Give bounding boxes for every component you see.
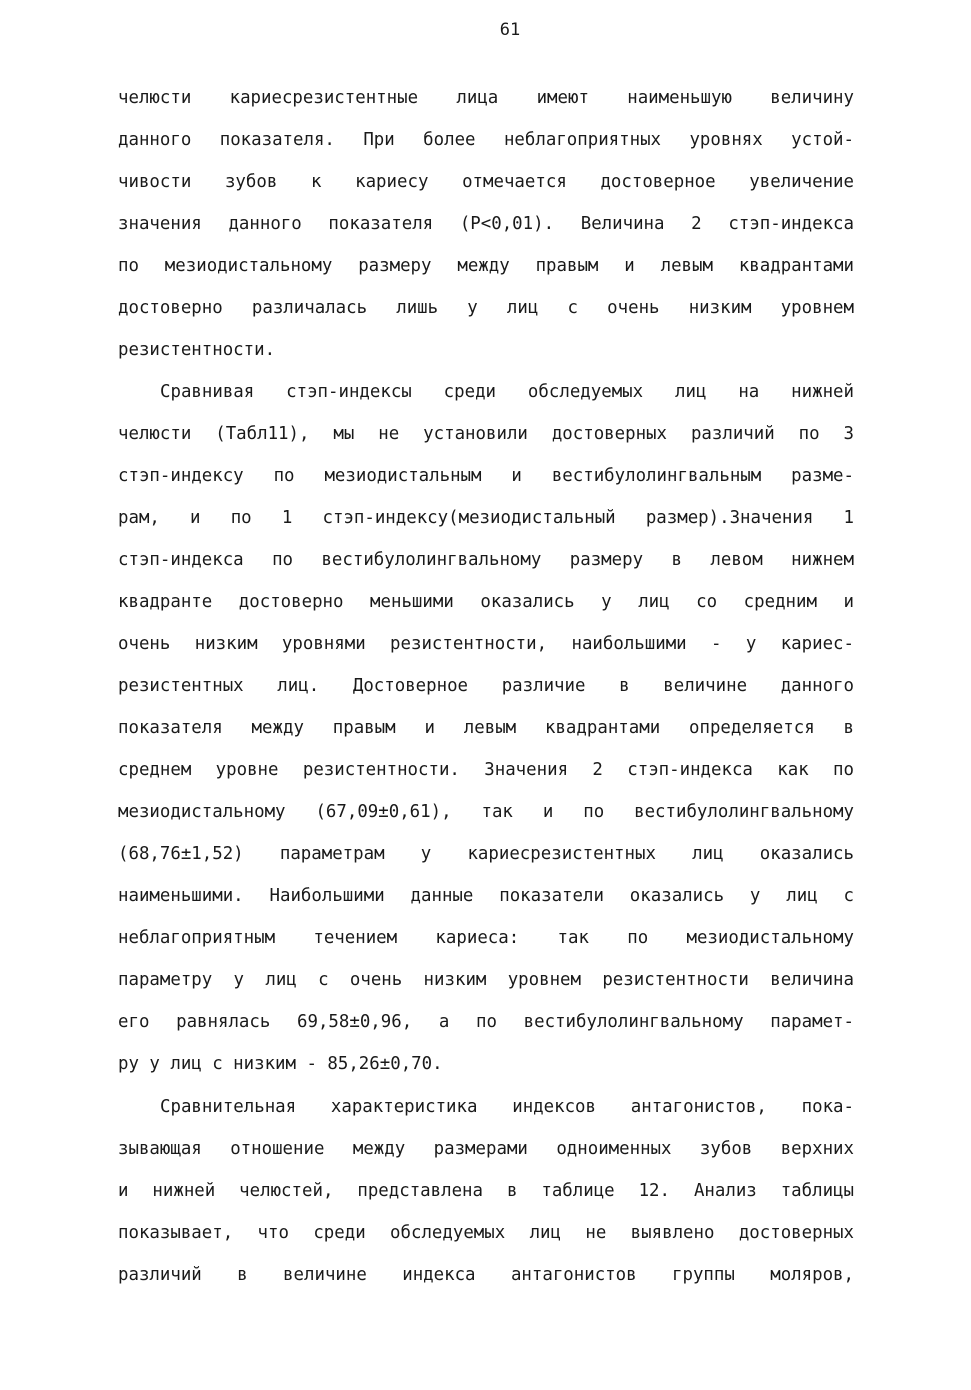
text-line: показывает, что среди обследуемых лиц не выявлено достоверных [118,1223,854,1243]
text-line: резистентности. [118,340,276,360]
text-line: стэп-индексу по мезиодистальным и вестибулолингвальным разме- [118,466,854,486]
text-line: показателя между правым и левым квадрантами определяется в [118,718,854,738]
text-line: ру у лиц с низким - 85,26±0,70. [118,1054,443,1074]
text-line: очень низким уровнями резистентности, наибольшими - у кариес- [118,634,854,654]
text-line: значения данного показателя (P<0,01). Величина 2 стэп-индекса [118,214,854,234]
text-line: среднем уровне резистентности. Значения 2 стэп-индекса как по [118,760,854,780]
text-line: чивости зубов к кариесу отмечается достоверное увеличение [118,172,854,192]
text-line: достоверно различалась лишь у лиц с очень низким уровнем [118,298,854,318]
text-line: челюсти (Табл11), мы не установили достоверных различий по 3 [118,424,854,444]
text-line: резистентных лиц. Достоверное различие в величине данного [118,676,854,696]
text-line: рам, и по 1 стэп-индексу(мезиодистальный размер).Значения 1 [118,508,854,528]
text-line: различий в величине индекса антагонистов группы моляров, [118,1265,854,1285]
text-line: по мезиодистальному размеру между правым и левым квадрантами [118,256,854,276]
text-line: (68,76±1,52) параметрам у кариесрезистентных лиц оказались [118,844,854,864]
text-line: зывающая отношение между размерами одноименных зубов верхних [118,1139,854,1159]
text-line: параметру у лиц с очень низким уровнем резистентности величина [118,970,854,990]
text-line: неблагоприятным течением кариеса: так по мезиодистальному [118,928,854,948]
text-line: Сравнивая стэп-индексы среди обследуемых лиц на нижней [160,382,854,402]
text-line: мезиодистальному (67,09±0,61), так и по вестибулолингвальному [118,802,854,822]
text-line: Сравнительная характеристика индексов антагонистов, пока- [160,1097,854,1117]
text-line: его равнялась 69,58±0,96, а по вестибулолингвальному парамет- [118,1012,854,1032]
text-line: стэп-индекса по вестибулолингвальному размеру в левом нижнем [118,550,854,570]
text-line: наименьшими. Наибольшими данные показатели оказались у лиц с [118,886,854,906]
text-line: квадранте достоверно меньшими оказались у лиц со средним и [118,592,854,612]
text-line: и нижней челюстей, представлена в таблице 12. Анализ таблицы [118,1181,854,1201]
page-number: 61 [499,20,521,40]
text-line: челюсти кариесрезистентные лица имеют наименьшую величину [118,88,854,108]
text-line: данного показателя. При более неблагоприятных уровнях устой- [118,130,854,150]
